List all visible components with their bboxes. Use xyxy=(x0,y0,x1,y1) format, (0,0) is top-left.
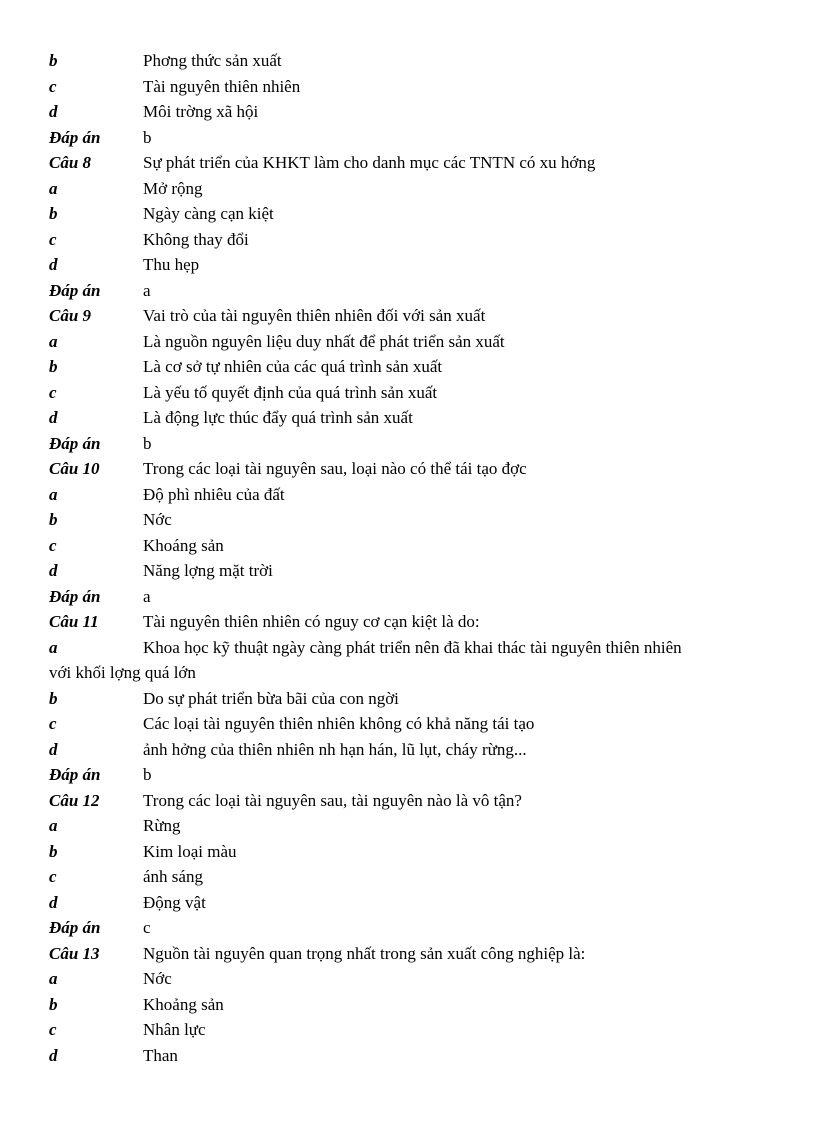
option-text: Là động lực thúc đẩy quá trình sản xuất xyxy=(143,408,413,427)
option-text: Phơng thức sản xuất xyxy=(143,51,282,70)
answer-line xyxy=(0,762,816,788)
option-text: Khoáng sản xyxy=(143,535,224,555)
option-line xyxy=(0,992,816,1018)
option-letter: b xyxy=(49,841,58,861)
option-line xyxy=(0,99,816,125)
option-letter: d xyxy=(49,1045,58,1065)
answer-value: c xyxy=(143,918,151,937)
question-text: Trong các loại tài nguyên sau, tài nguyên nào là vô tận? xyxy=(143,790,522,810)
answer-label: Đáp án xyxy=(49,280,101,300)
answer-value: a xyxy=(143,586,151,606)
question-text: Sự phát triển của KHKT làm cho danh mục các TNTN có xu hớng xyxy=(143,153,596,172)
option-text: Các loại tài nguyên thiên nhiên không có khả năng tái tạo xyxy=(143,714,535,733)
option-letter: b xyxy=(49,51,58,70)
option-letter: b xyxy=(49,204,58,223)
option-text: ánh sáng xyxy=(143,867,203,886)
option-line xyxy=(0,201,816,227)
option-text: Không thay đổi xyxy=(143,229,249,249)
option-line xyxy=(0,176,816,202)
option-line xyxy=(0,1043,816,1069)
option-line xyxy=(0,533,816,559)
question-number: Câu 8 xyxy=(49,153,92,172)
option-letter: c xyxy=(49,382,57,402)
option-line xyxy=(0,354,816,380)
option-line xyxy=(0,737,816,763)
option-line xyxy=(0,405,816,431)
question-number: Câu 12 xyxy=(49,790,100,810)
option-letter: a xyxy=(49,816,58,835)
question-line xyxy=(0,303,816,329)
option-line xyxy=(0,839,816,865)
option-letter: c xyxy=(49,1020,57,1039)
option-letter: d xyxy=(49,892,58,912)
answer-label: Đáp án xyxy=(49,918,101,937)
option-letter: a xyxy=(49,331,58,351)
quiz-lines xyxy=(0,48,816,1068)
option-letter: b xyxy=(49,357,58,376)
option-line xyxy=(0,635,816,661)
option-text: Nhân lực xyxy=(143,1020,206,1039)
option-line xyxy=(0,966,816,992)
option-line xyxy=(0,890,816,916)
option-text: Là nguồn nguyên liệu duy nhất để phát triển sản xuất xyxy=(143,331,505,351)
option-line xyxy=(0,252,816,278)
option-text: Mở rộng xyxy=(143,178,203,198)
continuation-line xyxy=(0,660,816,686)
question-text: Nguồn tài nguyên quan trọng nhất trong sản xuất công nghiệp là: xyxy=(143,943,586,963)
answer-line xyxy=(0,125,816,151)
option-letter: b xyxy=(49,688,58,708)
option-letter: d xyxy=(49,408,58,427)
option-text: Khoa học kỹ thuật ngày càng phát triển nên đã khai thác tài nguyên thiên nhiên xyxy=(143,637,682,657)
option-text: ảnh hởng của thiên nhiên nh hạn hán, lũ lụt, cháy rừng... xyxy=(143,739,527,759)
answer-label: Đáp án xyxy=(49,586,101,606)
option-letter: d xyxy=(49,255,58,274)
answer-label: Đáp án xyxy=(49,433,101,453)
answer-line xyxy=(0,278,816,304)
option-line xyxy=(0,1017,816,1043)
option-letter: d xyxy=(49,739,58,759)
option-line xyxy=(0,329,816,355)
question-line xyxy=(0,150,816,176)
option-text: Do sự phát triển bừa bãi của con ngời xyxy=(143,688,399,708)
option-letter: a xyxy=(49,969,58,988)
option-line xyxy=(0,48,816,74)
option-text: Là yếu tố quyết định của quá trình sản xuất xyxy=(143,382,438,402)
answer-label: Đáp án xyxy=(49,765,101,784)
answer-value: b xyxy=(143,127,152,147)
option-text: Là cơ sở tự nhiên của các quá trình sản xuất xyxy=(143,357,443,376)
option-line xyxy=(0,74,816,100)
option-line xyxy=(0,558,816,584)
option-text: Năng lợng mặt trời xyxy=(143,561,273,580)
option-line xyxy=(0,686,816,712)
option-letter: a xyxy=(49,178,58,198)
option-text: Ngày càng cạn kiệt xyxy=(143,204,274,223)
option-line xyxy=(0,813,816,839)
option-text: Rừng xyxy=(143,816,181,835)
question-text: Trong các loại tài nguyên sau, loại nào có thể tái tạo đợc xyxy=(143,459,527,478)
option-text: Nớc xyxy=(143,969,172,988)
answer-value: b xyxy=(143,765,152,784)
option-line xyxy=(0,227,816,253)
option-letter: d xyxy=(49,561,58,580)
question-number: Câu 11 xyxy=(49,612,99,631)
answer-line xyxy=(0,584,816,610)
option-text: Than xyxy=(143,1045,178,1065)
option-line xyxy=(0,482,816,508)
question-line xyxy=(0,941,816,967)
answer-label: Đáp án xyxy=(49,127,101,147)
answer-line xyxy=(0,915,816,941)
option-letter: a xyxy=(49,637,58,657)
option-text: Môi trờng xã hội xyxy=(143,102,259,121)
option-line xyxy=(0,711,816,737)
option-text: Kim loại màu xyxy=(143,841,237,861)
option-text: Độ phì nhiêu của đất xyxy=(143,484,285,504)
question-text: Tài nguyên thiên nhiên có nguy cơ cạn kiệt là do: xyxy=(143,612,480,631)
answer-value: a xyxy=(143,280,151,300)
question-number: Câu 9 xyxy=(49,306,92,325)
option-text: Khoảng sản xyxy=(143,994,224,1014)
option-letter: c xyxy=(49,867,57,886)
question-number: Câu 13 xyxy=(49,943,100,963)
question-line xyxy=(0,609,816,635)
option-line xyxy=(0,507,816,533)
question-line xyxy=(0,456,816,482)
option-letter: b xyxy=(49,510,58,529)
option-letter: c xyxy=(49,229,57,249)
question-line xyxy=(0,788,816,814)
option-letter: d xyxy=(49,102,58,121)
option-text: Thu hẹp xyxy=(143,255,200,274)
question-number: Câu 10 xyxy=(49,459,100,478)
answer-value: b xyxy=(143,433,152,453)
option-line xyxy=(0,380,816,406)
wrapped-text: với khối lợng quá lớn xyxy=(49,663,196,682)
option-line xyxy=(0,864,816,890)
option-text: Tài nguyên thiên nhiên xyxy=(143,76,301,96)
option-letter: a xyxy=(49,484,58,504)
option-letter: c xyxy=(49,714,57,733)
option-letter: c xyxy=(49,535,57,555)
answer-line xyxy=(0,431,816,457)
option-letter: b xyxy=(49,994,58,1014)
option-text: Nớc xyxy=(143,510,172,529)
option-text: Động vật xyxy=(143,892,206,912)
question-text: Vai trò của tài nguyên thiên nhiên đối với sản xuất xyxy=(143,306,486,325)
option-letter: c xyxy=(49,76,57,96)
